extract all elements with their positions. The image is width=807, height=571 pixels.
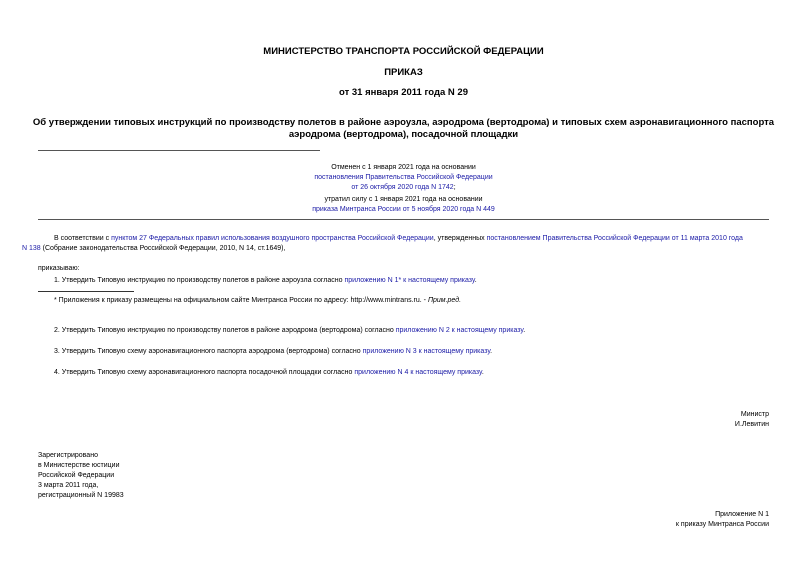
registration-line-5: регистрационный N 19983 xyxy=(38,492,124,499)
footnote xyxy=(54,296,461,306)
registration-line-2: в Министерстве юстиции xyxy=(38,462,120,469)
order-item-4-text: 4. Утвердить Типовую схему аэронавигационного паспорта посадочной площадки согласно xyxy=(54,369,355,376)
link-government-resolution[interactable]: постановлением Правительства Российской Федерации от 11 марта 2010 года xyxy=(486,235,743,242)
order-item-2-end: . xyxy=(523,327,526,334)
footnote-text: * Приложения к приказу размещены на официальном сайте Минтранса России по адресу: http://www.mintrans.ru. - xyxy=(54,297,428,304)
status-link-mintrans-order[interactable]: приказа Минтранса России от 5 ноября 2020 года N 449 xyxy=(312,206,495,213)
header-divider xyxy=(38,150,320,151)
link-rules-point-27[interactable]: пунктом 27 Федеральных правил использования воздушного пространства Российской Федерации xyxy=(111,235,434,242)
preamble-text-b: , утвержденных xyxy=(433,235,487,242)
order-item-3 xyxy=(54,347,492,357)
appendix-line-2: к приказу Минтранса России xyxy=(675,521,769,528)
document-type: ПРИКАЗ xyxy=(384,67,423,78)
order-item-3-text: 3. Утвердить Типовую схему аэронавигационного паспорта аэродрома (вертодрома) согласно xyxy=(54,348,363,355)
document-title-line-1: Об утверждении типовых инструкций по производству полетов в районе аэроузла, аэродрома (вертодрома) и типовых схем аэронавигационного паспорта xyxy=(32,117,775,128)
registration-line-1: Зарегистрировано xyxy=(38,452,98,459)
link-appendix-4[interactable]: приложению N 4 к настоящему приказу xyxy=(354,369,482,376)
signature-position: Министр xyxy=(740,411,769,418)
appendix-heading xyxy=(676,510,769,530)
registration-block xyxy=(38,451,124,501)
signature-name: И.Левитин xyxy=(734,421,769,428)
footnote-editor-note: Прим.ред. xyxy=(427,297,462,304)
registration-line-3: Российской Федерации xyxy=(38,472,115,479)
footnote-divider xyxy=(38,291,134,292)
appendix-line-1: Приложение N 1 xyxy=(715,511,769,518)
order-item-4 xyxy=(54,368,484,378)
preamble-text-a: В соответствии с xyxy=(54,235,112,242)
status-line-3 xyxy=(0,183,807,193)
document-title-line-2: аэродрома (вертодрома), посадочной площадки xyxy=(288,129,519,140)
order-item-2 xyxy=(54,326,525,336)
preamble-text-c: (Собрание законодательства Российской Федерации, 2010, N 14, ст.1649), xyxy=(40,245,286,252)
link-appendix-3[interactable]: приложению N 3 к настоящему приказу xyxy=(362,348,491,355)
order-item-1-end: . xyxy=(474,277,477,284)
order-word: приказываю: xyxy=(38,265,80,272)
document-date-number: от 31 января 2011 года N 29 xyxy=(339,87,468,98)
order-item-1 xyxy=(54,276,477,286)
status-line-2 xyxy=(0,173,807,183)
ministry-heading: МИНИСТЕРСТВО ТРАНСПОРТА РОССИЙСКОЙ ФЕДЕРАЦИИ xyxy=(263,46,544,57)
link-appendix-1[interactable]: приложению N 1* к настоящему приказу xyxy=(344,277,475,284)
status-line-5 xyxy=(0,205,807,215)
order-item-4-end: . xyxy=(481,369,484,376)
order-item-1-text: 1. Утвердить Типовую инструкцию по производству полетов в районе аэроузла согласно xyxy=(54,277,345,284)
status-link-government-decree[interactable]: постановления Правительства Российской Федерации xyxy=(314,174,493,181)
status-line-4: утратил силу с 1 января 2021 года на основании xyxy=(324,196,483,203)
status-line-3-tail: ; xyxy=(453,184,456,191)
status-line-1: Отменен с 1 января 2021 года на основании xyxy=(331,164,476,171)
order-item-3-end: . xyxy=(490,348,493,355)
link-resolution-number[interactable]: N 138 xyxy=(22,245,41,252)
order-item-2-text: 2. Утвердить Типовую инструкцию по производству полетов в районе аэродрома (вертодрома) согласно xyxy=(54,327,396,334)
status-link-decree-date[interactable]: от 26 октября 2020 года N 1742 xyxy=(351,184,454,191)
link-appendix-2[interactable]: приложению N 2 к настоящему приказу xyxy=(395,327,524,334)
status-divider xyxy=(38,219,769,220)
registration-line-4: 3 марта 2011 года, xyxy=(38,482,99,489)
preamble-paragraph xyxy=(22,234,773,254)
